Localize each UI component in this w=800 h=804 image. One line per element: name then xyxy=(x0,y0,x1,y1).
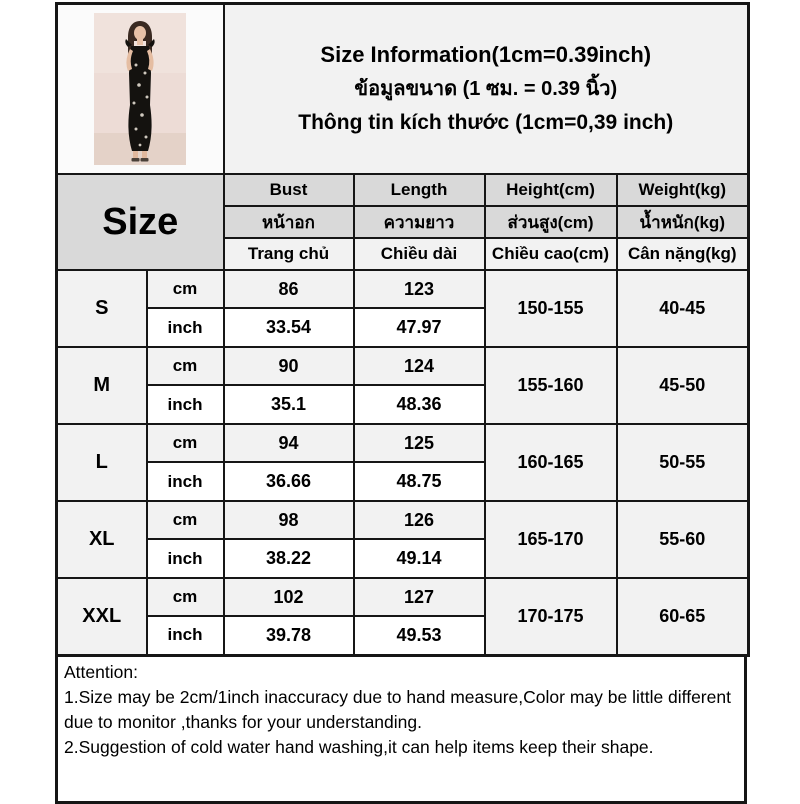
weight-range: 55-60 xyxy=(617,501,749,578)
unit-inch: inch xyxy=(147,385,224,424)
title-vietnamese: Thông tin kích thước (1cm=0,39 inch) xyxy=(298,111,674,134)
weight-range: 60-65 xyxy=(617,578,749,655)
unit-cm: cm xyxy=(147,501,224,539)
model-photo-illustration xyxy=(94,13,186,165)
product-photo-cell xyxy=(57,4,224,175)
col-header-height-en: Height(cm) xyxy=(485,174,617,206)
col-header-height-th: ส่วนสูง(cm) xyxy=(485,206,617,238)
height-range: 160-165 xyxy=(485,424,617,501)
weight-range: 45-50 xyxy=(617,347,749,424)
height-range: 155-160 xyxy=(485,347,617,424)
length-inch-value: 48.75 xyxy=(354,462,485,501)
col-header-weight-vi: Cân nặng(kg) xyxy=(617,238,749,270)
height-range: 170-175 xyxy=(485,578,617,655)
length-cm-value: 123 xyxy=(354,270,485,308)
bust-cm-value: 90 xyxy=(224,347,354,385)
length-cm-value: 126 xyxy=(354,501,485,539)
bust-inch-value: 33.54 xyxy=(224,308,354,347)
bust-inch-value: 35.1 xyxy=(224,385,354,424)
size-label: M xyxy=(57,347,147,424)
size-label: XL xyxy=(57,501,147,578)
size-table xyxy=(55,2,750,657)
bust-cm-value: 94 xyxy=(224,424,354,462)
attention-line-2: 2.Suggestion of cold water hand washing,it can help items keep their shape. xyxy=(64,736,654,757)
title-english: Size Information(1cm=0.39inch) xyxy=(320,42,652,67)
size-label: L xyxy=(57,424,147,501)
col-header-bust-th: หน้าอก xyxy=(224,206,354,238)
unit-inch: inch xyxy=(147,308,224,347)
col-header-weight-en: Weight(kg) xyxy=(617,174,749,206)
attention-line-1: 1.Size may be 2cm/1inch inaccuracy due to hand measure,Color may be little different due to monitor ,thanks for your understanding. xyxy=(64,686,731,732)
col-header-bust-en: Bust xyxy=(224,174,354,206)
size-chart-sheet xyxy=(55,2,747,804)
bust-inch-value: 38.22 xyxy=(224,539,354,578)
unit-cm: cm xyxy=(147,578,224,616)
unit-inch: inch xyxy=(147,462,224,501)
bust-inch-value: 36.66 xyxy=(224,462,354,501)
col-header-weight-th: น้ำหนัก(kg) xyxy=(617,206,749,238)
col-header-length-vi: Chiều dài xyxy=(354,238,485,270)
length-cm-value: 127 xyxy=(354,578,485,616)
height-range: 150-155 xyxy=(485,270,617,347)
col-header-length-th: ความยาว xyxy=(354,206,485,238)
bust-cm-value: 102 xyxy=(224,578,354,616)
length-inch-value: 49.53 xyxy=(354,616,485,655)
attention-note xyxy=(55,657,747,804)
title-thai: ข้อมูลขนาด (1 ซม. = 0.39 นิ้ว) xyxy=(354,78,618,100)
col-header-height-vi: Chiều cao(cm) xyxy=(485,238,617,270)
weight-range: 40-45 xyxy=(617,270,749,347)
size-label: S xyxy=(57,270,147,347)
bust-inch-value: 39.78 xyxy=(224,616,354,655)
length-inch-value: 48.36 xyxy=(354,385,485,424)
unit-inch: inch xyxy=(147,539,224,578)
unit-cm: cm xyxy=(147,424,224,462)
length-cm-value: 124 xyxy=(354,347,485,385)
title-cell xyxy=(224,4,749,175)
size-label: XXL xyxy=(57,578,147,655)
unit-cm: cm xyxy=(147,270,224,308)
length-inch-value: 49.14 xyxy=(354,539,485,578)
height-range: 165-170 xyxy=(485,501,617,578)
size-header: Size xyxy=(57,174,224,270)
length-inch-value: 47.97 xyxy=(354,308,485,347)
unit-inch: inch xyxy=(147,616,224,655)
product-photo xyxy=(58,5,223,173)
attention-heading: Attention: xyxy=(64,661,138,682)
unit-cm: cm xyxy=(147,347,224,385)
col-header-length-en: Length xyxy=(354,174,485,206)
bust-cm-value: 98 xyxy=(224,501,354,539)
weight-range: 50-55 xyxy=(617,424,749,501)
col-header-bust-vi: Trang chủ xyxy=(224,238,354,270)
length-cm-value: 125 xyxy=(354,424,485,462)
bust-cm-value: 86 xyxy=(224,270,354,308)
